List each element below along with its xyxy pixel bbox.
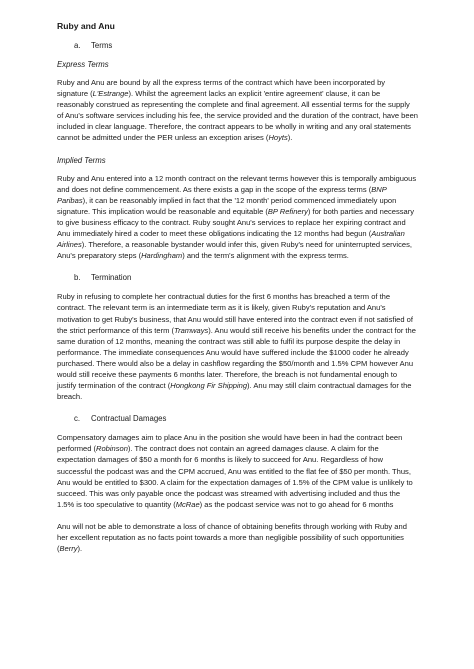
section-marker: c. [74,414,81,424]
paragraph-text: ). Anu would still receive his benefits under the contract for the same duration of 12 months, meaning the contract was still able to fulfil its purpose despite the delay in performance. The immediate consequences Anu would have suffered include the $1000 coder he already purchased. There would also be a delay in cashflow regarding the $50/month and 1.5% CPM however Anu would still receive these payments 6 months later. Therefore, the breach is not fundamental enough to justify termination of the contract ( [57,325,416,391]
paragraph-text: ) and the term's alignment with the express terms. [182,251,349,261]
paragraph-text: ), it can be reasonably implied in fact that the '12 month' period commenced immediately upon signature. This implication would be reasonable and equitable ( [57,195,397,216]
subheading-implied-terms: Implied Terms [57,155,106,165]
document-title: Ruby and Anu [57,21,115,31]
subheading-express-terms: Express Terms [57,60,109,69]
paragraph-text: ). [287,133,293,143]
paragraph-text: ) for both parties and necessary to give business efficacy to the contract. Ruby sought Anu's services to replace her expiring contract and Anu immediately hired a coder to meet these obligations indicating the 12 months had begun ( [57,206,415,239]
case-citation: McRae [175,499,200,509]
paragraph-text: Ruby in refusing to complete her contractual duties for the first 6 months has breached a term of the contract. The relevant term is an intermediate term as it is likely, given Ruby's reputation and Anu's motivation to get Ruby's business, that Anu would still have entered into the contract even if not satisfied of the strict performance of this term ( [57,292,413,335]
case-citation: Tramways [174,325,209,335]
paragraph-text: ) as the podcast service was not to go ahead for 6 months [199,499,394,509]
case-citation: BP Refinery [267,206,308,216]
section-heading-terms [74,40,418,51]
paragraph-text: ). Whilst the agreement lacks an explicit 'entire agreement' clause, it can be reasonably construed as representing the complete and final agreement. All essential terms for the supply of Anu's software services including his fee, the service provided and the duration of the contract, have been included in clear language. Therefore, the contract appears to be wholly in writing and any oral statements cannot be admitted under the PER unless an exception arises ( [57,89,418,143]
section-marker: a. [74,41,81,50]
section-heading-contractual-damages [74,413,418,424]
case-citation: Hoyts [268,133,288,143]
paragraph-express-terms [57,77,418,144]
paragraph-termination [57,291,418,402]
section-title: Contractual Damages [91,414,167,424]
paragraph-text: Ruby and Anu entered into a 12 month contract on the relevant terms however this is temporally ambiguous and does not define commencement. As there exists a gap in the scope of the express terms ( [57,173,417,194]
paragraph-text: Anu will not be able to demonstrate a loss of chance of obtaining benefits through working with Ruby and her excellent reputation as no facts point towards a more than negligible possibility of such opportunities ( [57,521,407,554]
paragraph-text: ). The contract does not contain an agreed damages clause. A claim for the expectation damages of $50 a month for 6 months is likely to succeed for Anu. Regardless of how successful the podcast was and the CPM accrued, Anu was entitled to the flat fee of $50 per month. Thus, Anu would be entitled to $300. A claim for the expectation damages of 1.5% of the CPM value is unlikely to succeed. This was only payable once the podcast was streamed with advertising included and thus the 1.5% is too speculative to quantity ( [57,444,413,509]
paragraph-text: ). [77,544,83,554]
section-marker: b. [74,273,81,283]
paragraph-implied-terms [57,173,418,262]
paragraph-text: Compensatory damages aim to place Anu in the position she would have been in had the contract been performed ( [57,433,403,454]
section-heading-termination [74,272,418,283]
case-citation: Robinson [96,444,128,454]
case-citation: Berry [59,544,78,554]
paragraph-text: ). Therefore, a reasonable bystander would infer this, given Ruby's need for uninterrupted services, Anu's preparatory steps ( [57,240,412,261]
case-citation: BNP Paribas [57,184,387,205]
case-citation: Australian Airlines [57,229,405,250]
section-title: Termination [91,273,132,283]
paragraph-text: ). Anu may still claim contractual damages for the breach. [57,381,412,402]
paragraph-compensatory-damages [57,432,418,510]
paragraph-loss-of-chance [57,521,418,554]
case-citation: L'Estrange [92,89,129,99]
case-citation: Hongkong Fir Shipping [170,381,248,391]
paragraph-text: Ruby and Anu are bound by all the express terms of the contract which have been incorporated by signature ( [57,78,386,99]
section-title: Terms [91,41,113,50]
case-citation: Hardingham [141,251,183,261]
